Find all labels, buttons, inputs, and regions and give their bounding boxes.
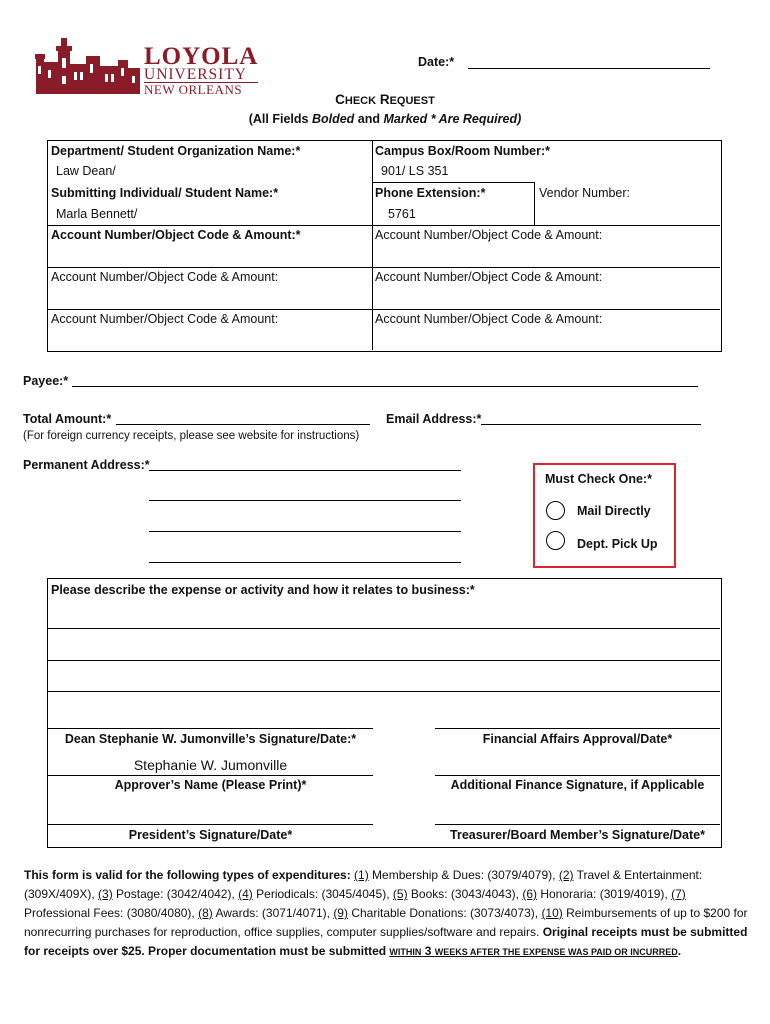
account-label-5: Account Number/Object Code & Amount: bbox=[51, 312, 279, 326]
university-logo bbox=[34, 36, 259, 97]
approver-name-label: Approver’s Name (Please Print)* bbox=[114, 778, 307, 792]
payee-label: Payee:* bbox=[23, 374, 69, 388]
dept-pickup-radio[interactable] bbox=[546, 531, 565, 550]
date-field[interactable] bbox=[468, 68, 710, 69]
table-divider bbox=[534, 182, 535, 225]
campus-box-field[interactable]: 901/ LS 351 bbox=[381, 164, 449, 178]
account-label-required: Account Number/Object Code & Amount:* bbox=[51, 228, 301, 242]
department-label: Department/ Student Organization Name:* bbox=[51, 144, 301, 158]
page-title: CHECK REQUEST bbox=[335, 92, 435, 107]
account-label-6: Account Number/Object Code & Amount: bbox=[375, 312, 603, 326]
mail-directly-radio[interactable] bbox=[546, 501, 565, 520]
address-line-2[interactable] bbox=[149, 500, 461, 501]
treasurer-signature-line[interactable] bbox=[435, 824, 720, 825]
dean-signature-line[interactable] bbox=[48, 728, 373, 729]
table-divider bbox=[48, 267, 720, 268]
total-amount-field[interactable] bbox=[116, 424, 370, 425]
email-label: Email Address:* bbox=[386, 412, 482, 426]
phone-extension-field[interactable]: 5761 bbox=[388, 207, 416, 221]
approver-name-line bbox=[48, 775, 373, 776]
dean-signature-label: Dean Stephanie W. Jumonville’s Signature/Date:* bbox=[64, 732, 357, 746]
table-divider bbox=[48, 225, 720, 226]
description-line bbox=[48, 691, 720, 692]
table-divider bbox=[372, 182, 534, 183]
phone-extension-label: Phone Extension:* bbox=[375, 186, 486, 200]
address-line-4[interactable] bbox=[149, 562, 461, 563]
total-amount-label: Total Amount:* bbox=[23, 412, 112, 426]
approver-name-field[interactable]: Stephanie W. Jumonville bbox=[133, 757, 288, 773]
foreign-currency-note: (For foreign currency receipts, please see website for instructions) bbox=[23, 430, 360, 442]
dept-pickup-label: Dept. Pick Up bbox=[577, 537, 658, 551]
description-line bbox=[48, 660, 720, 661]
date-label: Date:* bbox=[418, 55, 455, 69]
submitter-field[interactable]: Marla Bennett/ bbox=[56, 207, 138, 221]
finance-approval-label: Financial Affairs Approval/Date* bbox=[482, 732, 673, 746]
delivery-method-box bbox=[533, 463, 676, 568]
additional-finance-line[interactable] bbox=[435, 775, 720, 776]
address-line-3[interactable] bbox=[149, 531, 461, 532]
additional-finance-label: Additional Finance Signature, if Applicable bbox=[450, 778, 705, 792]
campus-box-label: Campus Box/Room Number:* bbox=[375, 144, 551, 158]
description-section bbox=[47, 578, 722, 848]
mail-directly-label: Mail Directly bbox=[577, 504, 651, 518]
president-signature-label: President’s Signature/Date* bbox=[128, 828, 293, 842]
account-label-2: Account Number/Object Code & Amount: bbox=[375, 228, 603, 242]
expenditure-types-footer: This form is valid for the following types of expenditures: (1) Membership & Dues: (3079/4079), (2) Travel & Entertainment: (309X/409X), (3) Postage: (3042/4042), (4) Periodicals: (3045/4045), (5) Books: (3043/4043), (6) Honoraria: (3019/4019), (7) Professional Fees: (3080/4080), (8) Awards: (3071/4071), (9) Charitable Donations: (3073/4073), (10) Reimbursements of up to $200 for nonrecurring purchases for reproduction, office supplies, computer supplies/software and repairs. Original receipts must be submitted for receipts over $25. Proper documentation must be submitted WITHIN 3 WEEKS AFTER THE EXPENSE WAS PAID OR INCURRED. bbox=[24, 868, 748, 958]
submitter-label: Submitting Individual/ Student Name:* bbox=[51, 186, 279, 200]
required-note: (All Fields Bolded and Marked * Are Required) bbox=[248, 112, 522, 126]
table-divider bbox=[372, 141, 373, 350]
account-label-4: Account Number/Object Code & Amount: bbox=[375, 270, 603, 284]
address-label: Permanent Address:* bbox=[23, 458, 150, 472]
finance-approval-line[interactable] bbox=[435, 728, 720, 729]
payee-field[interactable] bbox=[72, 386, 698, 387]
logo-line-loyola: LOYOLA bbox=[144, 43, 259, 70]
vendor-number-label: Vendor Number: bbox=[539, 186, 631, 200]
logo-line-university: UNIVERSITY bbox=[144, 66, 247, 83]
department-field[interactable]: Law Dean/ bbox=[56, 164, 116, 178]
university-building-icon bbox=[34, 36, 142, 96]
president-signature-line[interactable] bbox=[48, 824, 373, 825]
request-info-table bbox=[47, 140, 722, 352]
description-prompt: Please describe the expense or activity and how it relates to business:* bbox=[51, 583, 475, 597]
description-line bbox=[48, 628, 720, 629]
table-divider bbox=[48, 309, 720, 310]
address-line-1[interactable] bbox=[149, 470, 461, 471]
logo-line-new-orleans: NEW ORLEANS bbox=[144, 82, 258, 96]
account-label-3: Account Number/Object Code & Amount: bbox=[51, 270, 279, 284]
email-field[interactable] bbox=[481, 424, 701, 425]
must-check-title: Must Check One:* bbox=[545, 472, 652, 486]
treasurer-signature-label: Treasurer/Board Member’s Signature/Date* bbox=[450, 828, 705, 842]
